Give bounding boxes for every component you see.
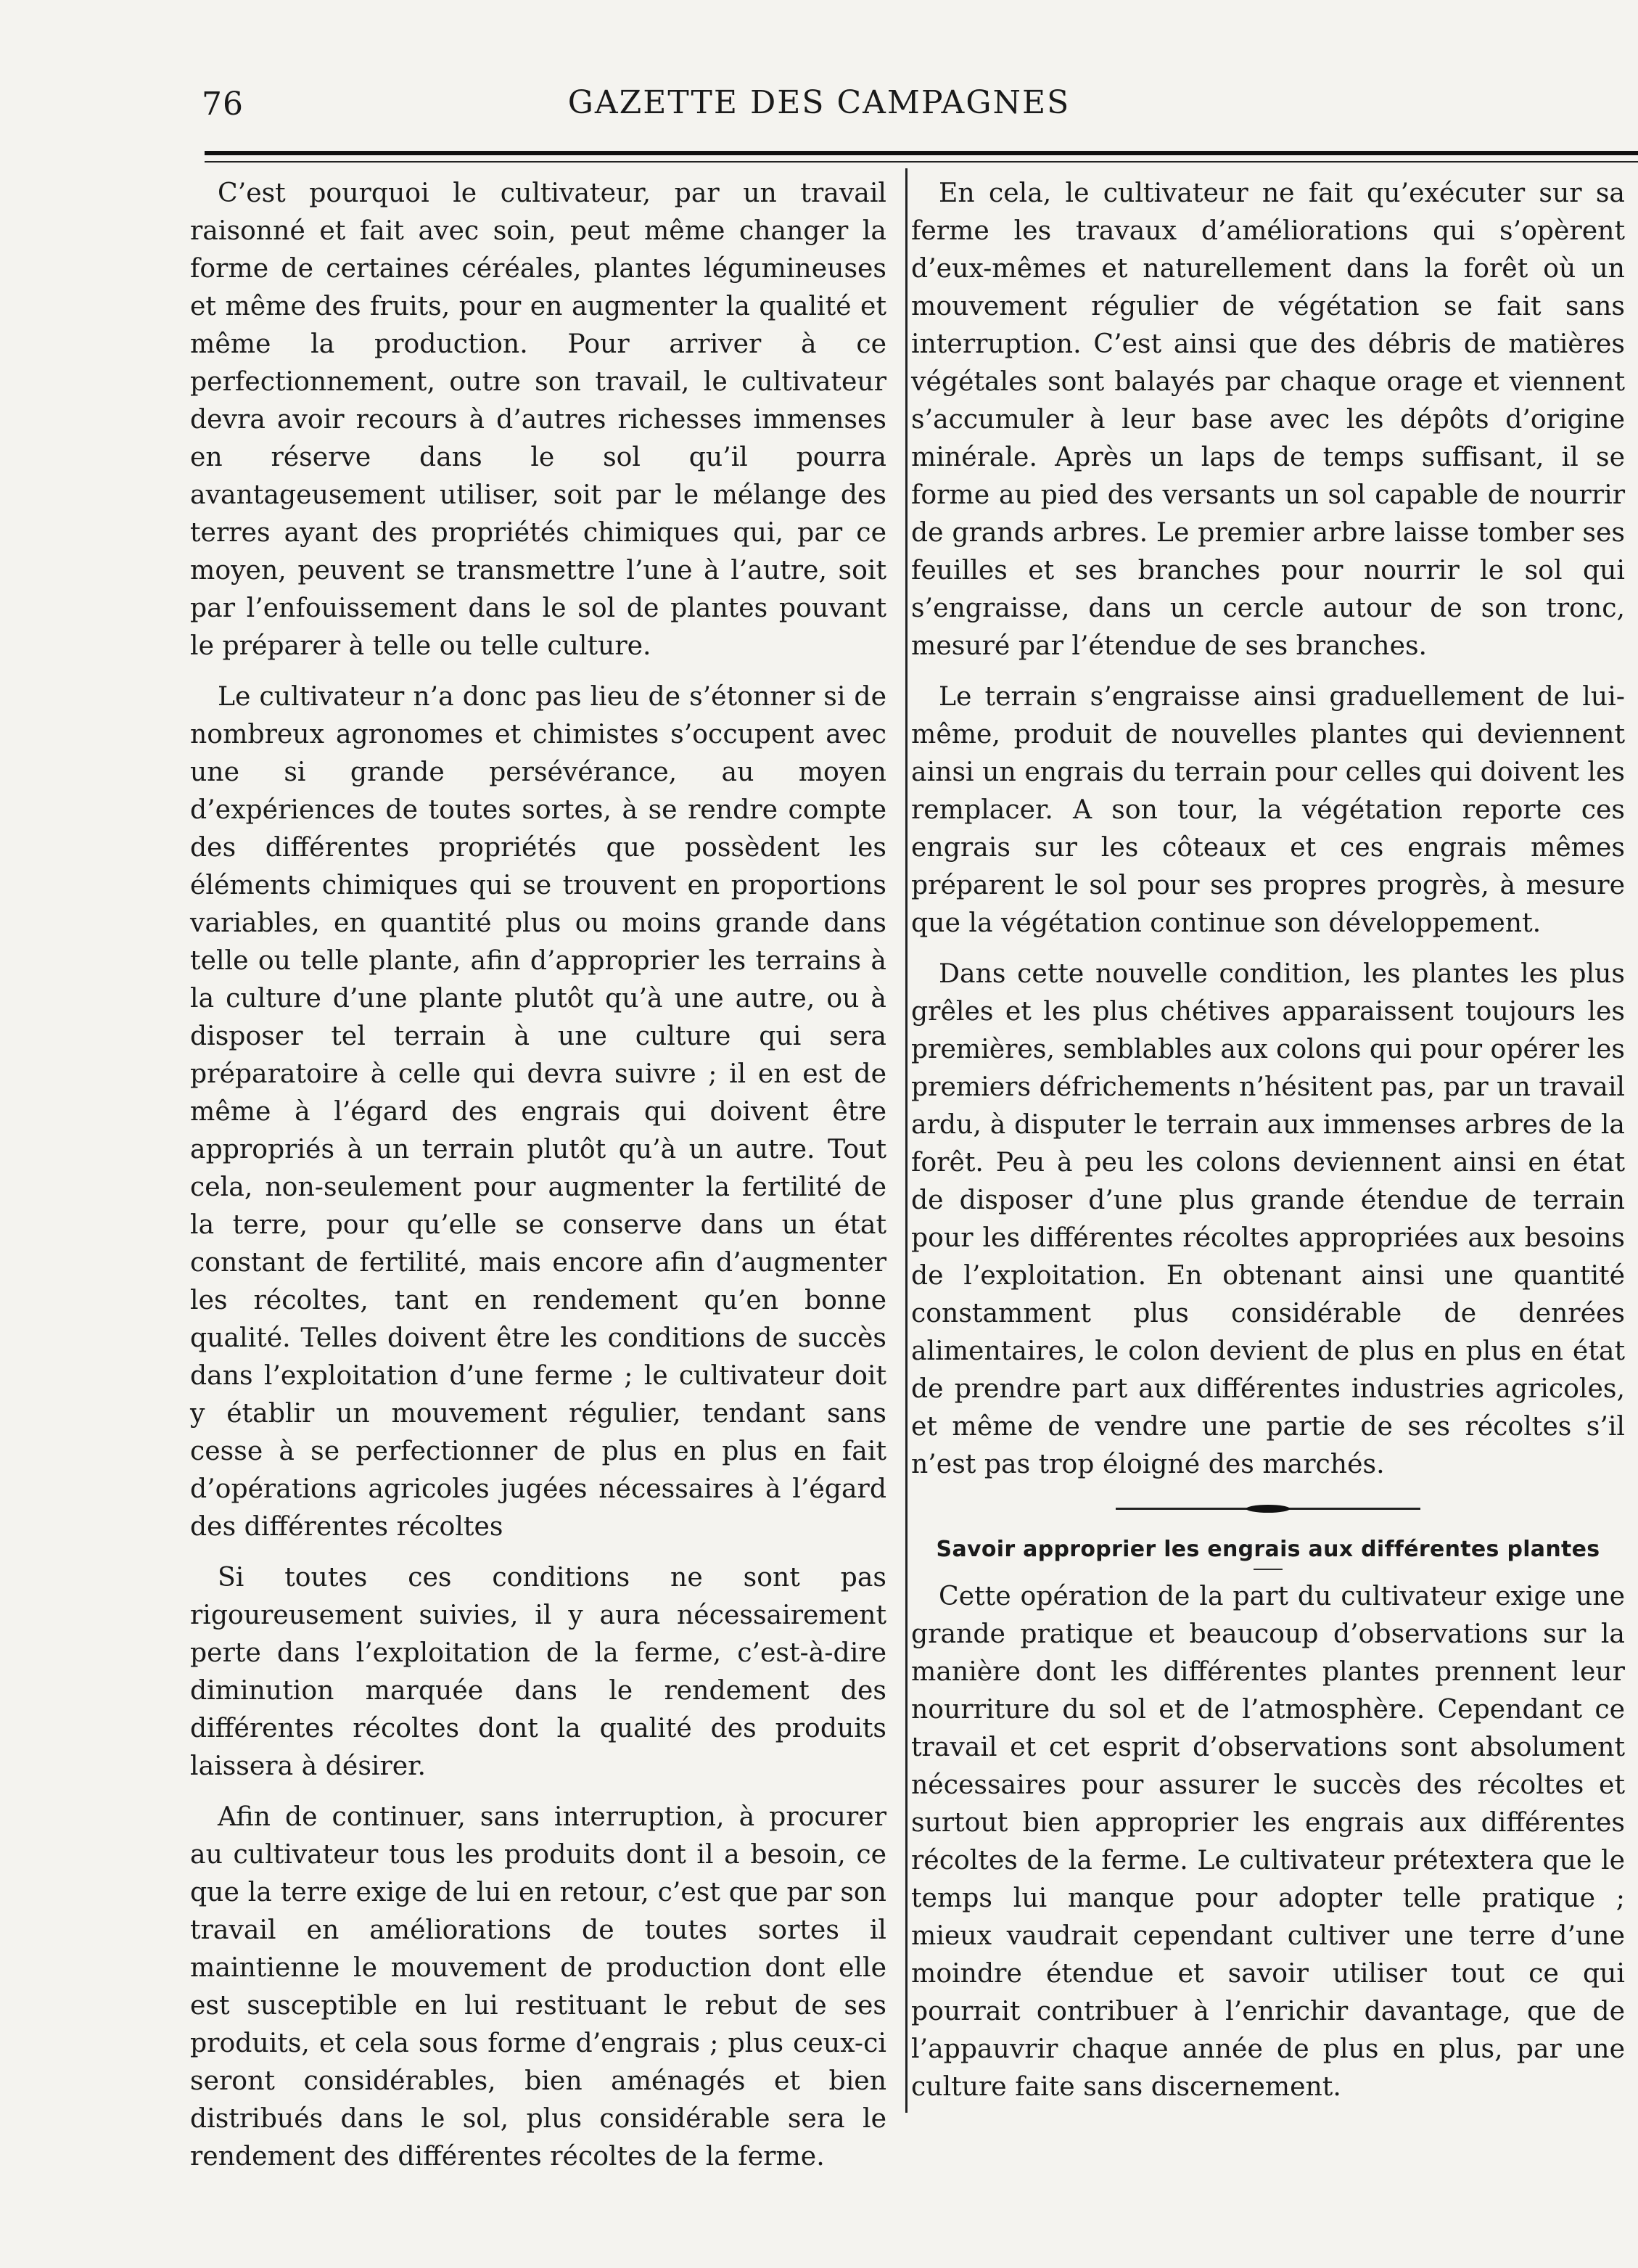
paragraph: Dans cette nouvelle condition, les plantes les plus grêles et les plus chétives apparaissent toujours les premières, semblables aux colons qui pour opérer les premiers défrichements n’hésitent pas, par un travail ardu, à disputer le terrain aux immenses arbres de la forêt. Peu à peu les colons deviennent ainsi en état de disposer d’une plus grande étendue de terrain pour les différentes récoltes appropriées aux besoins de l’exploitation. En obtenant ainsi une quantité constamment plus considérable de denrées alimentaires, le colon devient de plus en plus en état de prendre part aux différentes industries agricoles, et même de vendre une partie de ses récoltes s’il n’est pas trop éloigné des marchés. bbox=[911, 958, 1625, 1479]
right-column bbox=[911, 174, 1625, 2119]
paragraph: Si toutes ces conditions ne sont pas rigoureusement suivies, il y aura nécessairement perte dans l’exploitation de la ferme, c’est-à-dire diminution marquée dans le rendement des différentes récoltes dont la qualité des produits laissera à désirer. bbox=[190, 1561, 886, 1781]
heading-small-rule bbox=[1254, 1569, 1283, 1570]
paragraph: Cette opération de la part du cultivateur exige une grande pratique et beaucoup d’observations sur la manière dont les différentes plantes prennent leur nourriture du sol et de l’atmosphère. Cependant ce travail et cet esprit d’observations sont absolument nécessaires pour assurer le succès des récoltes et surtout bien approprier les engrais aux différentes récoltes de la ferme. Le cultivateur prétextera que le temps lui manque pour adopter telle pratique ; mieux vaudrait cependant cultiver une terre d’une moindre étendue et savoir utiliser tout ce qui pourrait contribuer à l’enrichir davantage, que de l’appauvrir chaque année de plus en plus, par une culture faite sans discernement. bbox=[911, 1580, 1625, 2102]
column-divider bbox=[905, 168, 908, 2113]
paragraph: C’est pourquoi le cultivateur, par un travail raisonné et fait avec soin, peut même changer la forme de certaines céréales, plantes légumineuses et même des fruits, pour en augmenter la qualité et même la production. Pour arriver à ce perfectionnement, outre son travail, le cultivateur devra avoir recours à d’autres richesses immenses en réserve dans le sol qu’il pourra avantageusement utiliser, soit par le mélange des terres ayant des propriétés chimiques qui, par ce moyen, peuvent se transmettre l’une à l’autre, soit par l’enfouissement dans le sol de plantes pouvant le préparer à telle ou telle culture. bbox=[190, 177, 886, 661]
paragraph: Afin de continuer, sans interruption, à procurer au cultivateur tous les produits dont il a besoin, ce que la terre exige de lui en retour, c’est que par son travail en améliorations de toutes sortes il maintienne le mouvement de production dont elle est susceptible en lui restituant le rebut de ses produits, et cela sous forme d’engrais ; plus ceux-ci seront considérables, bien aménagés et bien distribués dans le sol, plus considérable sera le rendement des différentes récoltes de la ferme. bbox=[190, 1801, 886, 2172]
page-number: 76 bbox=[202, 86, 244, 123]
header-rule-thick bbox=[205, 151, 1638, 155]
header-rule-thin bbox=[205, 161, 1638, 163]
left-column bbox=[190, 174, 886, 2188]
running-head-title: GAZETTE DES CAMPAGNES bbox=[567, 84, 1071, 121]
paragraph: Le cultivateur n’a donc pas lieu de s’étonner si de nombreux agronomes et chimistes s’occupent avec une si grande persévérance, au moyen d’expériences de toutes sortes, à se rendre compte des différentes propriétés que possèdent les éléments chimiques qui se trouvent en proportions variables, en quantité plus ou moins grande dans telle ou telle plante, afin d’approprier les terrains à la culture d’une plante plutôt qu’à une autre, ou à disposer tel terrain à une culture qui sera préparatoire à celle qui devra suivre ; il en est de même à l’égard des engrais qui doivent être appropriés à un terrain plutôt qu’à un autre. Tout cela, non-seulement pour augmenter la fertilité de la terre, pour qu’elle se conserve dans un état constant de fertilité, mais encore afin d’augmenter les récoltes, tant en rendement qu’en bonne qualité. Telles doivent être les conditions de succès dans l’exploitation d’une ferme ; le cultivateur doit y établir un mouvement régulier, tendant sans cesse à se perfectionner de plus en plus en fait d’opérations agricoles jugées nécessaires à l’égard des différentes récoltes bbox=[190, 681, 886, 1542]
section-ornament-rule bbox=[1116, 1500, 1420, 1516]
paragraph: En cela, le cultivateur ne fait qu’exécuter sur sa ferme les travaux d’améliorations qui s’opèrent d’eux-mêmes et naturellement dans la forêt où un mouvement régulier de végétation se fait sans interruption. C’est ainsi que des débris de matières végétales sont balayés par chaque orage et viennent s’accumuler à leur base avec les dépôts d’origine minérale. Après un laps de temps suffisant, il se forme au pied des versants un sol capable de nourrir de grands arbres. Le premier arbre laisse tomber ses feuilles et ses branches pour nourrir le sol qui s’engraisse, dans un cercle autour de son tronc, mesuré par l’étendue de ses branches. bbox=[911, 177, 1625, 661]
section-heading: Savoir approprier les engrais aux différentes plantes bbox=[936, 1537, 1600, 1562]
paragraph: Le terrain s’engraisse ainsi graduellement de lui-même, produit de nouvelles plantes qui deviennent ainsi un engrais du terrain pour celles qui doivent les remplacer. A son tour, la végétation reporte ces engrais sur les côteaux et ces engrais mêmes préparent le sol pour ses propres progrès, à mesure que la végétation continue son développement. bbox=[911, 681, 1625, 938]
